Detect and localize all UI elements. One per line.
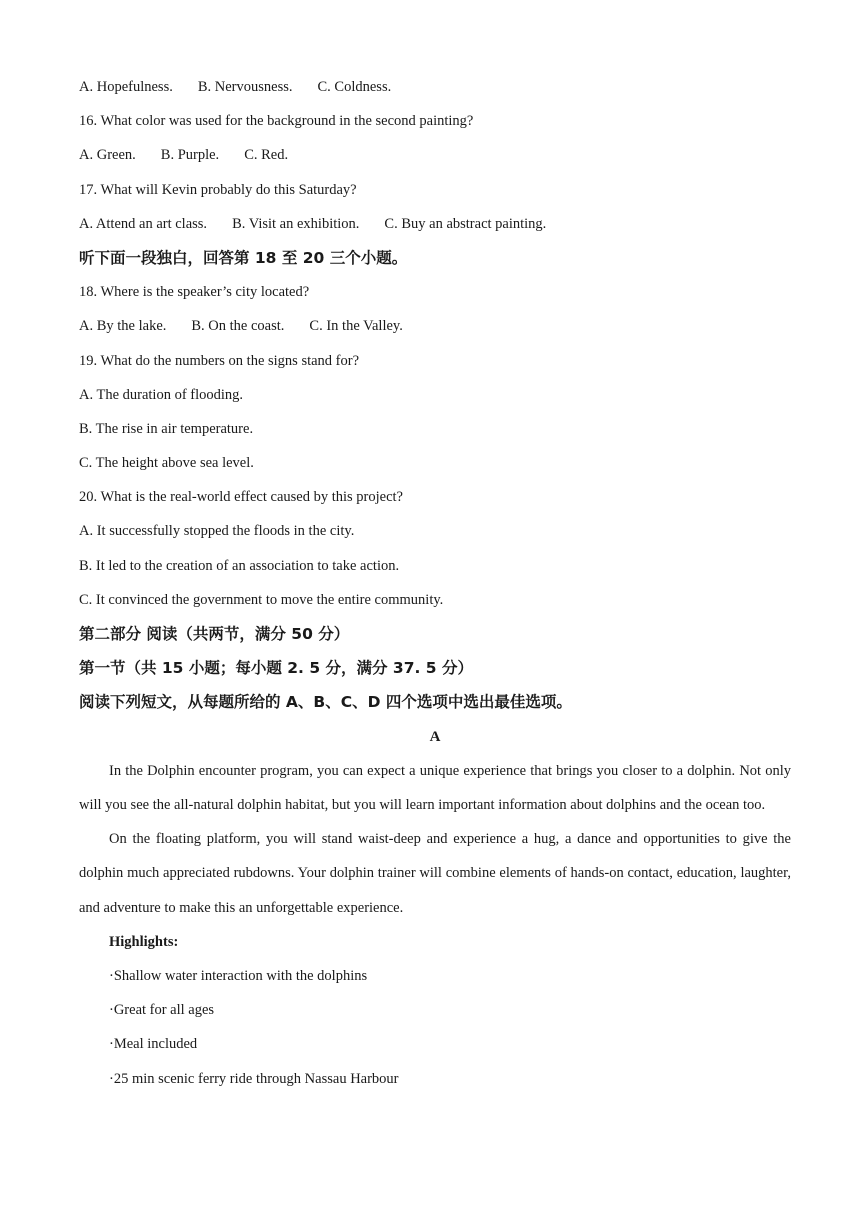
q18-option-b[interactable]: B. On the coast. [191, 318, 285, 335]
exam-page [79, 70, 791, 1096]
q15-option-b[interactable]: B. Nervousness. [197, 79, 293, 95]
q17-question: 17. What will Kevin probably do this Saturday? [79, 181, 357, 198]
q20-option-a[interactable]: A. It successfully stopped the floods in the city. [79, 523, 355, 540]
q17-option-b[interactable]: B. Visit an exhibition. [232, 215, 360, 232]
q20-option-c[interactable]: C. It convinced the government to move the entire community. [79, 591, 444, 608]
highlight-item: ·Great for all ages [109, 1002, 215, 1019]
q17-option-c[interactable]: C. Buy an abstract painting. [384, 215, 547, 232]
q18-options [79, 309, 791, 343]
q19-question: 19. What do the numbers on the signs stand for? [79, 352, 360, 369]
q16-options [79, 138, 791, 172]
q20-option-b[interactable]: B. It led to the creation of an association to take action. [79, 557, 400, 574]
highlight-item: ·Meal included [109, 1036, 198, 1053]
q20-question: 20. What is the real-world effect caused by this project? [79, 489, 403, 506]
q15-option-a[interactable]: A. Hopefulness. [79, 79, 173, 95]
highlight-item: ·Shallow water interaction with the dolphins [109, 967, 368, 984]
section1-heading: 第一节（共 15 小题；每小题 2. 5 分，满分 37. 5 分） [79, 659, 473, 678]
q18-question: 18. Where is the speaker’s city located? [79, 284, 310, 301]
q17-options [79, 207, 791, 241]
q19-option-a[interactable]: A. The duration of flooding. [79, 386, 244, 403]
highlight-item: ·25 min scenic ferry ride through Nassau Harbour [109, 1070, 399, 1087]
q19-option-c[interactable]: C. The height above sea level. [79, 455, 254, 472]
passage-paragraph-2: On the floating platform, you will stand waist-deep and experience a hug, a dance and opportunities to give the dolphin much appreciated rubdowns. Your dolphin trainer will combine elements of hands-on contact, education, laughter, and adventure to make this an unforgettable experience. [79, 831, 791, 916]
q16-option-a[interactable]: A. Green. [79, 147, 136, 164]
reading-instructions: 阅读下列短文，从每题所给的 A、B、C、D 四个选项中选出最佳选项。 [79, 693, 572, 712]
part2-heading: 第二部分 阅读（共两节，满分 50 分） [79, 625, 350, 643]
q18-option-a[interactable]: A. By the lake. [79, 318, 167, 335]
passage-title: A [429, 728, 441, 745]
q19-option-b[interactable]: B. The rise in air temperature. [79, 420, 254, 437]
q17-option-a[interactable]: A. Attend an art class. [79, 215, 208, 232]
q16-option-b[interactable]: B. Purple. [160, 147, 220, 164]
q16-question: 16. What color was used for the background in the second painting? [79, 113, 474, 130]
q18-option-c[interactable]: C. In the Valley. [309, 318, 403, 335]
section-monologue-heading: 听下面一段独白，回答第 18 至 20 三个小题。 [79, 248, 408, 267]
q15-options [79, 70, 791, 104]
passage-paragraph-1: In the Dolphin encounter program, you can expect a unique experience that brings you closer to a dolphin. Not only will you see the all-natural dolphin habitat, but you will learn important information about dolphins and the ocean too. [79, 762, 791, 813]
q16-option-c[interactable]: C. Red. [244, 147, 289, 164]
highlights-heading: Highlights: [109, 933, 179, 950]
q15-option-c[interactable]: C. Coldness. [317, 79, 392, 95]
